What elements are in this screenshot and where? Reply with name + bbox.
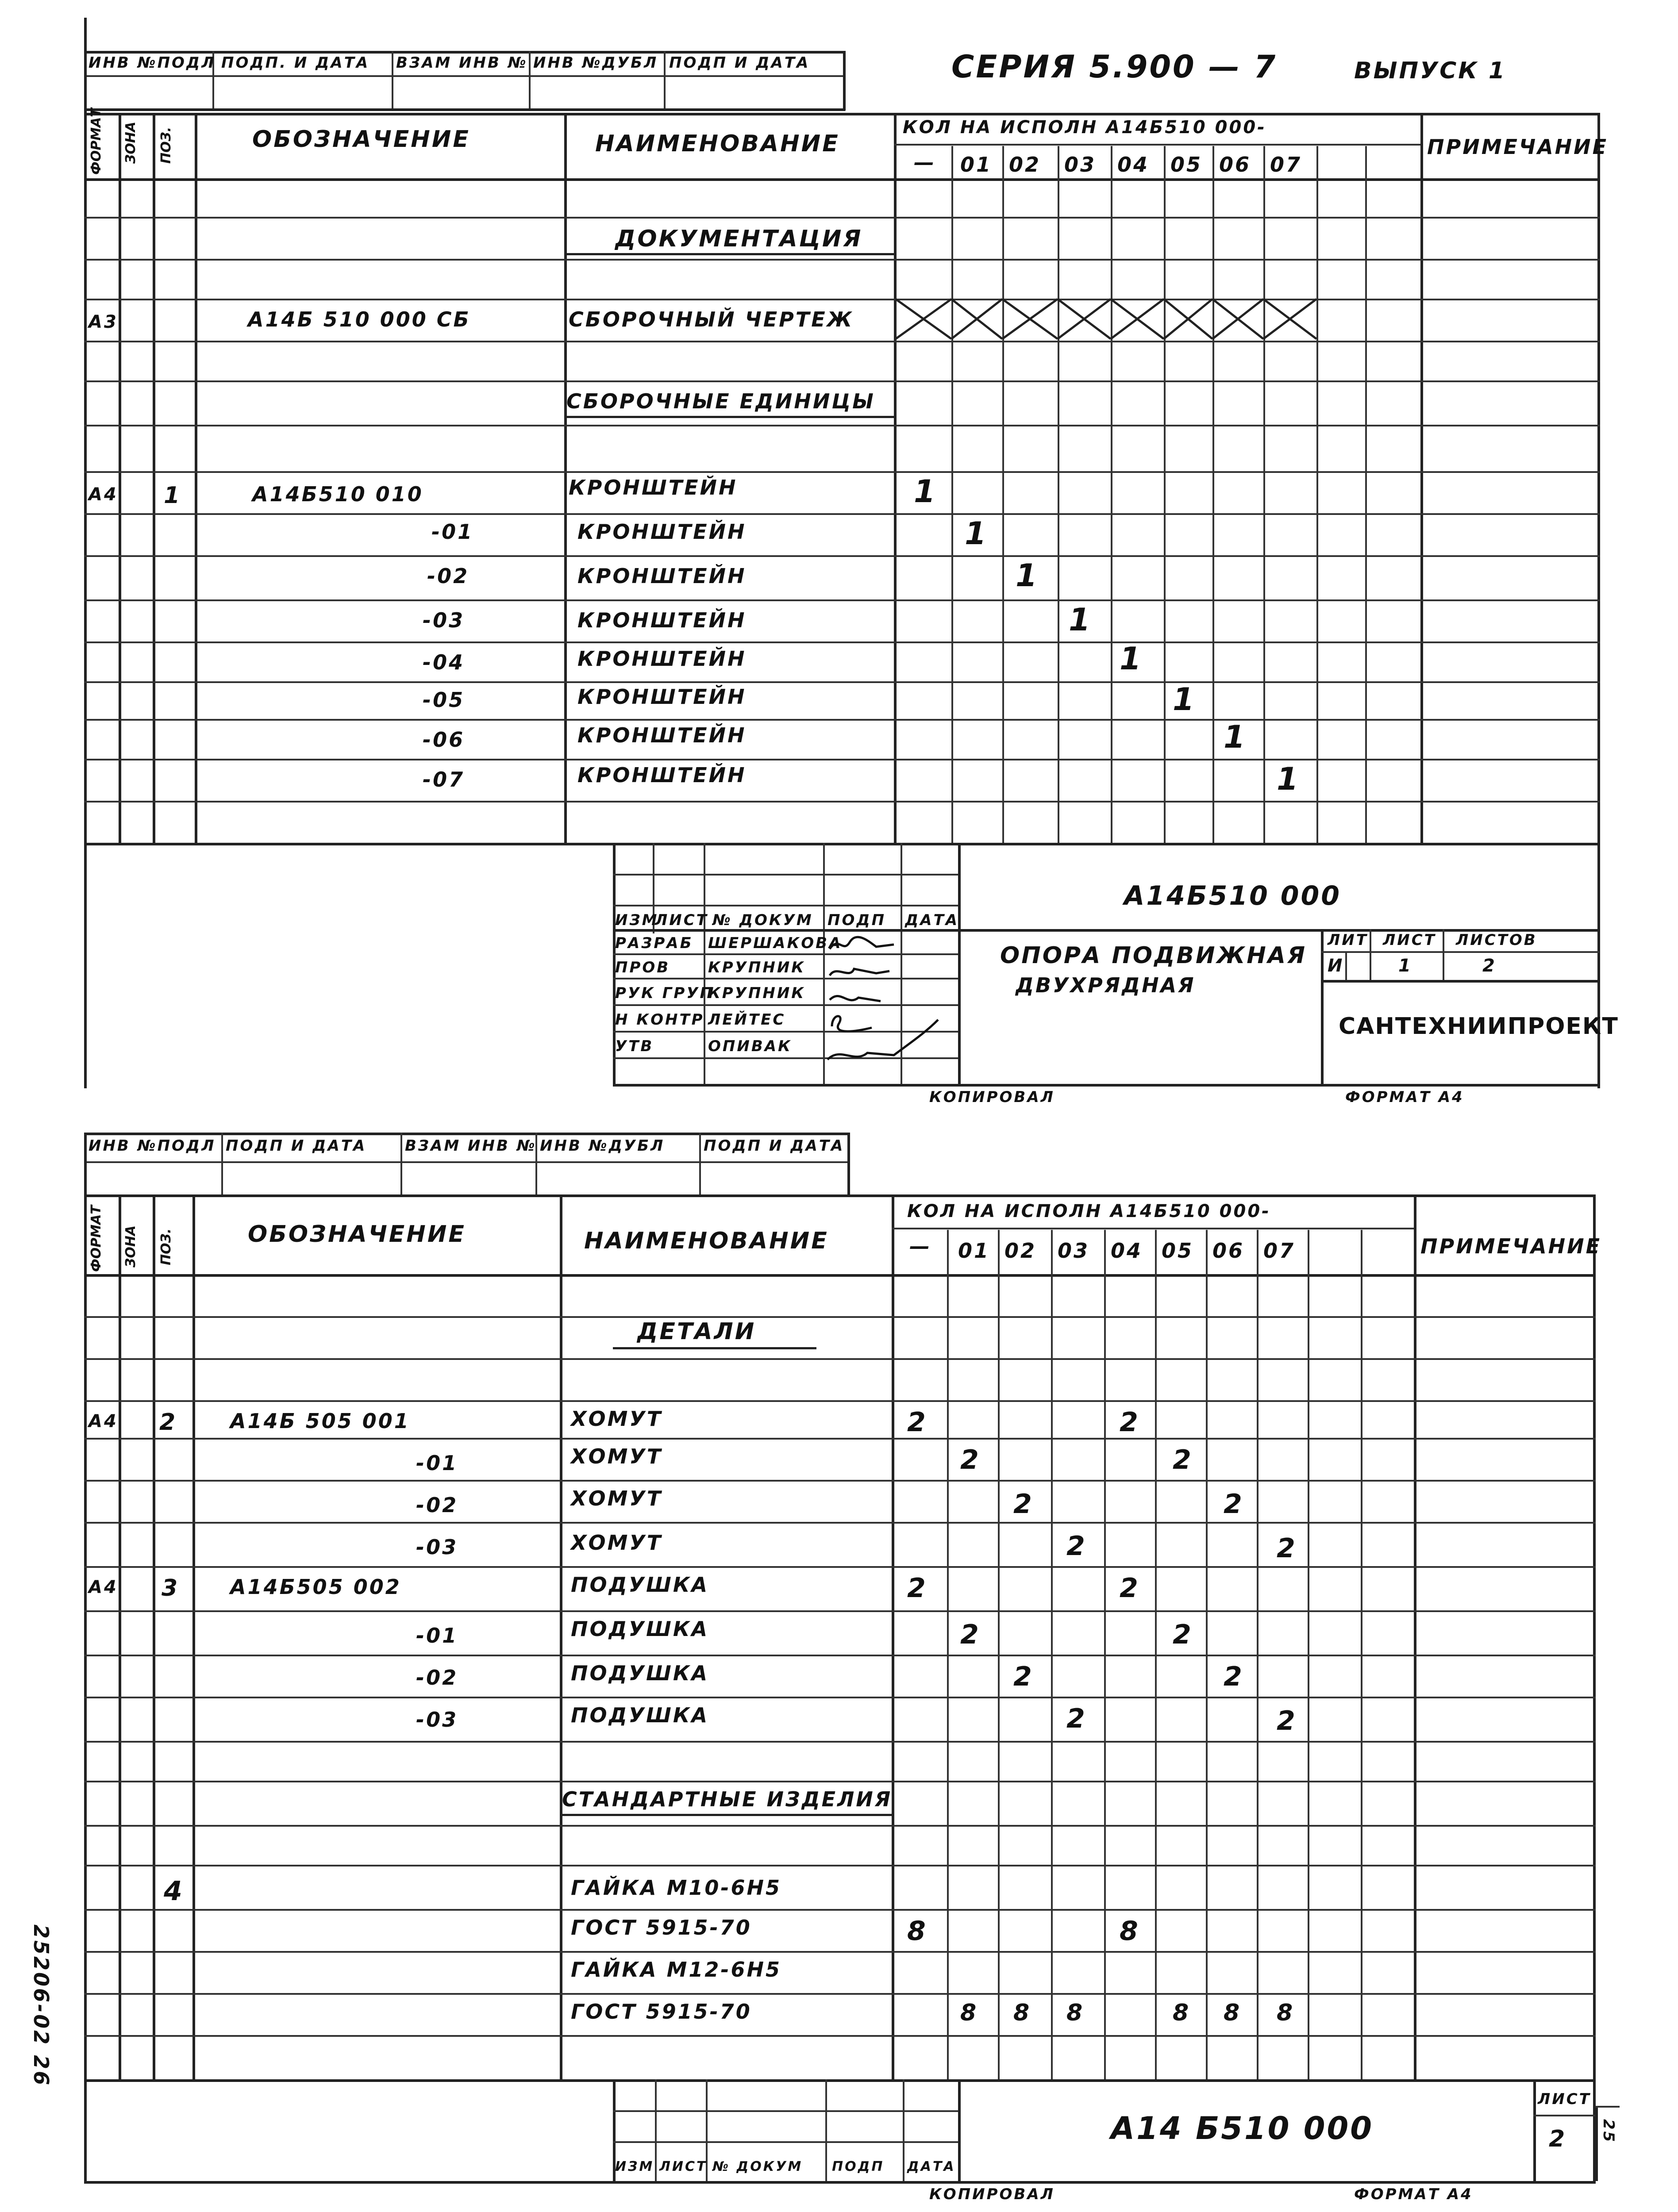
row-designation: А14Б 510 000 СБ (248, 307, 471, 331)
variant-base: — (909, 1234, 931, 1258)
row-name: ГОСТ 5915-70 (571, 1916, 752, 1939)
row-format: А3 (89, 312, 118, 332)
row-name: СБОРОЧНЫЙ ЧЕРТЕЖ (569, 307, 854, 331)
variant-04: 04 (1117, 153, 1150, 177)
tb-doc: № ДОКУМ (712, 2159, 803, 2174)
col-designation: ОБОЗНАЧЕНИЕ (252, 126, 470, 153)
variant-04: 04 (1111, 1239, 1143, 1263)
tb-person: ОПИВАК (708, 1037, 792, 1055)
col-format: ФОРМАТ (89, 1205, 104, 1272)
stamp-podp-data: ПОДП. И ДАТА (221, 54, 370, 72)
col-designation: ОБОЗНАЧЕНИЕ (248, 1221, 466, 1248)
copied-label: КОПИРОВАЛ (929, 2185, 1055, 2203)
doc-code: А14Б510 000 (1124, 880, 1342, 911)
stamp-inv-podl: ИНВ №ПОДЛ (89, 1137, 216, 1155)
organization: САНТЕХНИИПРОЕКТ (1339, 1013, 1619, 1040)
qty: 8 (1066, 2000, 1085, 2026)
variant-05: 05 (1162, 1239, 1194, 1263)
variant-07: 07 (1270, 153, 1302, 177)
variant-03: 03 (1064, 153, 1097, 177)
col-name: НАИМЕНОВАНИЕ (595, 131, 840, 157)
page-number: 25 (1600, 2119, 1617, 2144)
tb-list: ЛИСТ (655, 911, 708, 929)
tb-sheets-label: ЛИСТОВ (1456, 931, 1537, 949)
tb-sheets: 2 (1482, 956, 1497, 976)
tb-list: ЛИСТ (659, 2159, 708, 2174)
qty: 8 (1224, 2000, 1242, 2026)
col-qty-header: КОЛ НА ИСПОЛН А14Б510 000- (907, 1201, 1271, 1221)
qty: 1 (1224, 719, 1247, 755)
qty: 2 (1013, 1661, 1034, 1692)
row-designation: -02 (416, 1666, 458, 1690)
qty: 2 (960, 1619, 981, 1650)
tb-izm: ИЗМ (615, 2159, 654, 2174)
variant-01: 01 (960, 153, 993, 177)
tb-lit: И (1328, 956, 1344, 976)
row-name: ХОМУТ (571, 1486, 663, 1510)
col-note: ПРИМЕЧАНИЕ (1420, 1234, 1602, 1258)
doc-title-2: ДВУХРЯДНАЯ (1016, 973, 1196, 997)
qty: 8 (907, 1916, 928, 1947)
row-format: А4 (89, 484, 118, 505)
qty: 2 (907, 1407, 928, 1438)
tb-lit-label: ЛИТ (1328, 931, 1368, 949)
qty: 2 (1224, 1661, 1244, 1692)
issue-label: ВЫПУСК 1 (1354, 58, 1507, 84)
row-name: КРОНШТЕЙН (577, 763, 747, 787)
qty: 2 (1173, 1619, 1193, 1650)
qty: 2 (1277, 1705, 1297, 1736)
tb-role: РУК ГРУП (615, 984, 715, 1002)
row-designation: -03 (416, 1708, 458, 1732)
variant-07: 07 (1263, 1239, 1296, 1263)
stamp-podp-data: ПОДП И ДАТА (226, 1137, 367, 1155)
variant-02: 02 (1004, 1239, 1037, 1263)
col-note: ПРИМЕЧАНИЕ (1427, 135, 1609, 159)
row-designation: -02 (416, 1493, 458, 1517)
row-designation: -07 (423, 768, 465, 791)
row-designation: -04 (423, 650, 465, 674)
tb-sheet: 2 (1549, 2126, 1567, 2152)
row-name: ГАЙКА М12-6Н5 (571, 1958, 782, 1982)
cross-marks (894, 296, 1319, 341)
qty: 8 (1013, 2000, 1031, 2026)
row-name: ХОМУТ (571, 1444, 663, 1468)
row-format: А4 (89, 1411, 118, 1432)
tb-doc: № ДОКУМ (712, 911, 813, 929)
row-name: ГОСТ 5915-70 (571, 2000, 752, 2024)
col-qty-header: КОЛ НА ИСПОЛН А14Б510 000- (903, 117, 1266, 138)
row-designation: -05 (423, 688, 465, 712)
col-zone: ЗОНА (123, 121, 139, 164)
row-name: ПОДУШКА (571, 1617, 709, 1641)
row-designation: -03 (423, 608, 465, 632)
format-label: ФОРМАТ А4 (1345, 1088, 1464, 1106)
row-designation: А14Б510 010 (252, 482, 423, 506)
row-designation: -02 (427, 564, 470, 588)
row-pos: 4 (164, 1876, 184, 1907)
row-designation: -01 (431, 520, 474, 544)
qty: 2 (1277, 1533, 1297, 1564)
stamp-vzam-inv: ВЗАМ ИНВ № (405, 1137, 537, 1155)
section-documentation: ДОКУМЕНТАЦИЯ (615, 226, 863, 252)
qty: 2 (1066, 1531, 1087, 1562)
row-designation: -01 (416, 1451, 458, 1475)
qty: 2 (1173, 1444, 1193, 1475)
col-name: НАИМЕНОВАНИЕ (584, 1228, 829, 1254)
col-pos: ПОЗ. (158, 127, 174, 164)
stamp-inv-podl: ИНВ №ПОДЛ (89, 54, 216, 72)
variant-05: 05 (1170, 153, 1203, 177)
tb-date: ДАТА (907, 2159, 956, 2174)
tb-role: Н КОНТР (615, 1011, 704, 1029)
row-name: ХОМУТ (571, 1407, 663, 1431)
tb-sheet-label: ЛИСТ (1538, 2090, 1591, 2108)
qty: 1 (914, 473, 937, 510)
tb-sheet: 1 (1398, 956, 1412, 976)
qty: 1 (1120, 641, 1143, 677)
qty: 2 (1013, 1489, 1034, 1520)
row-name: ГАЙКА М10-6Н5 (571, 1876, 782, 1900)
col-pos: ПОЗ. (158, 1228, 174, 1265)
row-format: А4 (89, 1577, 118, 1598)
row-name: КРОНШТЕЙН (577, 608, 747, 632)
qty: 2 (1120, 1407, 1140, 1438)
variant-06: 06 (1212, 1239, 1245, 1263)
tb-sheet-label: ЛИСТ (1383, 931, 1436, 949)
variant-02: 02 (1009, 153, 1041, 177)
section-parts: ДЕТАЛИ (637, 1318, 756, 1345)
section-standard: СТАНДАРТНЫЕ ИЗДЕЛИЯ (562, 1787, 893, 1811)
qty: 2 (1066, 1703, 1087, 1734)
qty: 2 (960, 1444, 981, 1475)
row-name: ПОДУШКА (571, 1573, 709, 1597)
stamp-podp-data-2: ПОДП И ДАТА (704, 1137, 845, 1155)
series-label: СЕРИЯ 5.900 — 7 (951, 49, 1278, 85)
row-designation: А14Б 505 001 (230, 1409, 410, 1433)
qty: 1 (1016, 557, 1039, 594)
row-name: КРОНШТЕЙН (577, 564, 747, 588)
tb-person: КРУПНИК (708, 959, 806, 976)
stamp-vzam-inv: ВЗАМ ИНВ № (396, 54, 528, 72)
row-name: КРОНШТЕЙН (577, 520, 747, 544)
row-name: ХОМУТ (571, 1531, 663, 1555)
qty: 1 (1069, 602, 1092, 638)
variant-01: 01 (958, 1239, 990, 1263)
stamp-podp-data-2: ПОДП И ДАТА (669, 54, 810, 72)
qty: 1 (1277, 761, 1300, 797)
qty: 8 (960, 2000, 978, 2026)
tb-person: ЛЕЙТЕС (708, 1011, 786, 1029)
tb-date: ДАТА (905, 911, 959, 929)
tb-sign: ПОДП (827, 911, 886, 929)
row-designation: А14Б505 002 (230, 1575, 401, 1599)
row-name: КРОНШТЕЙН (577, 723, 747, 747)
signatures (823, 931, 956, 1084)
qty: 8 (1173, 2000, 1191, 2026)
qty: 2 (1120, 1573, 1140, 1604)
format-label: ФОРМАТ А4 (1354, 2185, 1473, 2203)
variant-03: 03 (1058, 1239, 1090, 1263)
qty: 2 (907, 1573, 928, 1604)
tb-izm: ИЗМ (615, 911, 659, 929)
col-format: ФОРМАТ (89, 108, 104, 175)
row-pos: 3 (162, 1575, 180, 1601)
section-assemblies: СБОРОЧНЫЕ ЕДИНИЦЫ (566, 389, 875, 413)
doc-code: А14 Б510 000 (1111, 2110, 1374, 2147)
copied-label: КОПИРОВАЛ (929, 1088, 1055, 1106)
row-name: ПОДУШКА (571, 1703, 709, 1727)
doc-title-1: ОПОРА ПОДВИЖНАЯ (1000, 942, 1307, 969)
row-designation: -06 (423, 728, 465, 752)
qty: 1 (1173, 681, 1196, 718)
tb-role: РАЗРАБ (615, 934, 693, 952)
row-pos: 1 (164, 482, 182, 509)
qty: 2 (1224, 1489, 1244, 1520)
row-name: ПОДУШКА (571, 1661, 709, 1685)
qty: 1 (965, 515, 988, 552)
row-designation: -03 (416, 1535, 458, 1559)
tb-role: ПРОВ (615, 959, 670, 976)
variant-base: — (914, 150, 936, 174)
row-designation: -01 (416, 1624, 458, 1647)
variant-06: 06 (1219, 153, 1251, 177)
archive-number: 25206-02 26 (29, 1924, 53, 2087)
tb-role: УТВ (615, 1037, 654, 1055)
row-name: КРОНШТЕЙН (577, 647, 747, 671)
stamp-inv-dubl: ИНВ №ДУБЛ (540, 1137, 665, 1155)
qty: 8 (1120, 1916, 1140, 1947)
tb-person: КРУПНИК (708, 984, 806, 1002)
row-name: КРОНШТЕЙН (577, 685, 747, 709)
tb-sign: ПОДП (832, 2159, 885, 2174)
col-zone: ЗОНА (123, 1225, 139, 1267)
qty: 8 (1277, 2000, 1295, 2026)
tb-person: ШЕРШАКОВА (708, 934, 843, 952)
row-name: КРОНШТЕЙН (569, 476, 738, 499)
row-pos: 2 (159, 1409, 177, 1436)
stamp-inv-dubl: ИНВ №ДУБЛ (533, 54, 658, 72)
